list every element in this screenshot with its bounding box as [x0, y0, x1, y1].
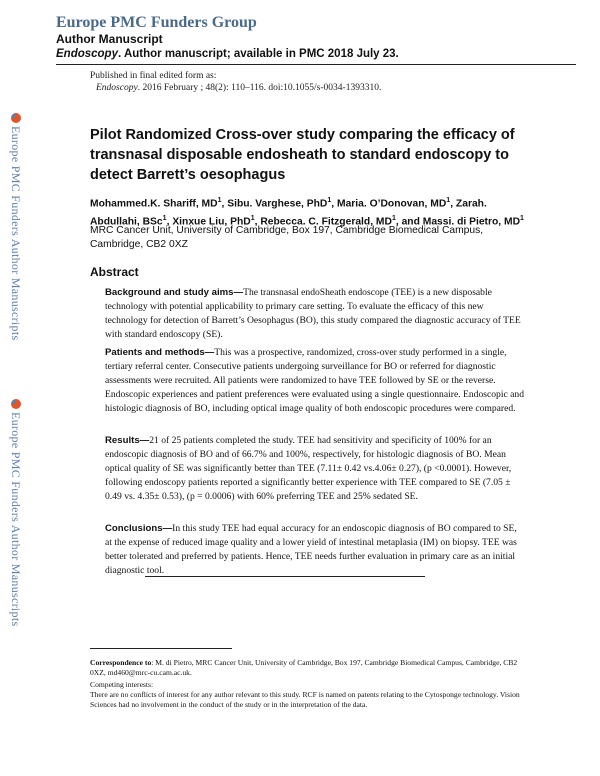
author-affiliation-marker: 1	[391, 215, 396, 223]
section-label: Patients and methods—	[105, 347, 215, 358]
author-name: Rebecca. C. Fitzgerald, MD	[260, 216, 392, 228]
author-separator: ,	[331, 198, 337, 210]
author-manuscript-label: Author Manuscript	[56, 32, 163, 46]
footnote-divider	[90, 648, 232, 649]
funders-group-title: Europe PMC Funders Group	[56, 14, 257, 31]
citation-text: . 2016 February ; 48(2): 110–116. doi:10.1055/s-0034-1393310.	[137, 83, 382, 93]
conclusion-underline	[145, 576, 425, 577]
abstract-methods	[105, 346, 525, 416]
abstract-heading: Abstract	[90, 265, 139, 279]
correspondence-note	[90, 658, 530, 678]
sidebar-label: Europe PMC Funders Author Manuscripts	[9, 126, 23, 341]
section-text: The transnasal endoSheath endoscope (TEE) is a new disposable technology with potential applicability to primary care setting. To evaluate the efficacy of this new technology for detection of Barrett’s Oesophagus (BO), this study compared the diagnostic accuracy of TEE with standard endoscopy (SE).	[105, 287, 521, 340]
correspondence-label: Correspondence to	[90, 658, 152, 667]
citation-journal: Endoscopy	[96, 83, 138, 93]
header	[56, 14, 576, 62]
author-affiliation-marker: 1	[250, 215, 255, 223]
sidebar-top	[6, 112, 28, 342]
section-label: Background and study aims—	[105, 287, 244, 298]
author-affiliation-marker: 1	[327, 197, 332, 204]
abstract-conclusions	[105, 522, 525, 578]
citation-line	[90, 82, 381, 94]
section-text: 21 of 25 patients completed the study. TEE had sensitivity and specificity of 100% for an endoscopic diagnosis of BO and of 66.7% and 100%, respectively, for histologic diagnosis of BO. Mean optical quality of SE was significantly better than TEE (7.11± 0.42 vs.4.06± 0.27), (p <0.0001). However, following endoscopy patients reported a significantly better experience with TEE compared to SE (7.05 ± 0.49 vs. 4.35± 0.53), (p = 0.0006) with 60% preferring TEE and 25% sedated SE.	[105, 435, 512, 502]
publication-info	[90, 70, 381, 94]
sidebar-bottom	[6, 398, 28, 628]
author-separator: ,	[166, 216, 173, 228]
author-name: Sibu. Varghese, PhD	[227, 198, 328, 210]
author-separator: ,	[450, 198, 456, 210]
section-text: In this study TEE had equal accuracy for an endoscopic diagnosis of BO compared to SE, at the expense of reduced image quality and a lower yield of intestinal metaplasia (IM) on biopsy. TEE was better tolerated and preferred by patients. Hence, TEE needs further evaluation in primary care as an initial diagnostic tool.	[105, 523, 517, 576]
abstract-results	[105, 434, 525, 504]
author-separator: ,	[254, 216, 261, 228]
author-name: Zarah. Abdullahi, BSc	[90, 198, 487, 228]
europe-pmc-logo-icon	[10, 398, 22, 410]
header-divider	[56, 64, 576, 65]
author-name: Xinxue Liu, PhD	[172, 216, 251, 228]
author-name: Massi. di Pietro, MD	[422, 216, 521, 228]
author-affiliation-marker: 1	[217, 197, 222, 204]
journal-name: Endoscopy	[56, 48, 118, 60]
abstract-background	[105, 286, 525, 342]
author-separator: ,	[221, 198, 228, 210]
correspondence-text: : M. di Pietro, MRC Cancer Unit, University of Cambridge, Box 197, Cambridge Biomedical Campus, Cambridge, CB2 0XZ, md460@mrc-cu.cam.ac.uk.	[90, 658, 518, 677]
europe-pmc-logo-icon	[10, 112, 22, 124]
competing-interests-text: There are no conflicts of interest for any author relevant to this study. RCF is named on patents relating to the Cytosponge technology. Vision Sciences had no involvement in the conduct of the study or in the interpretation of the data.	[90, 690, 520, 709]
author-affiliation-marker: 1	[162, 215, 167, 223]
competing-interests-label: Competing interests:	[90, 680, 154, 689]
sidebar-label: Europe PMC Funders Author Manuscripts	[9, 412, 23, 627]
article-title: Pilot Randomized Cross-over study comparing the efficacy of transnasal disposable endosheath to standard endoscopy to detect Barrett’s oesophagus	[90, 127, 515, 183]
author-name: Maria. O’Donovan, MD	[337, 198, 447, 210]
affiliation: MRC Cancer Unit, University of Cambridge, Box 197, Cambridge Biomedical Campus, Cambridge, CB2 0XZ	[90, 225, 484, 250]
section-label: Results—	[105, 435, 150, 446]
author-affiliation-marker: 1	[446, 197, 451, 204]
section-label: Conclusions—	[105, 523, 173, 534]
author-name: Mohammed.K. Shariff, MD	[90, 198, 218, 210]
published-line: Published in final edited form as:	[90, 71, 217, 81]
author-separator: , and	[395, 216, 423, 228]
availability-text: . Author manuscript; available in PMC 2018 July 23.	[117, 48, 399, 60]
availability-line	[56, 47, 576, 62]
section-text: This was a prospective, randomized, cross-over study performed in a single, tertiary referral center. Consecutive patients undergoing surveillance for BO or referred for diagnostic assessments were recruited. All patients were randomized to have TEE followed by SE or the reverse. Endoscopic experiences and patient preferences were evaluated using a single questionnaire. Endoscopic and histologic diagnosis of BO, including optical image quality of both endoscopic procedures were compared.	[105, 347, 525, 414]
author-affiliation-marker: 1	[520, 215, 524, 223]
